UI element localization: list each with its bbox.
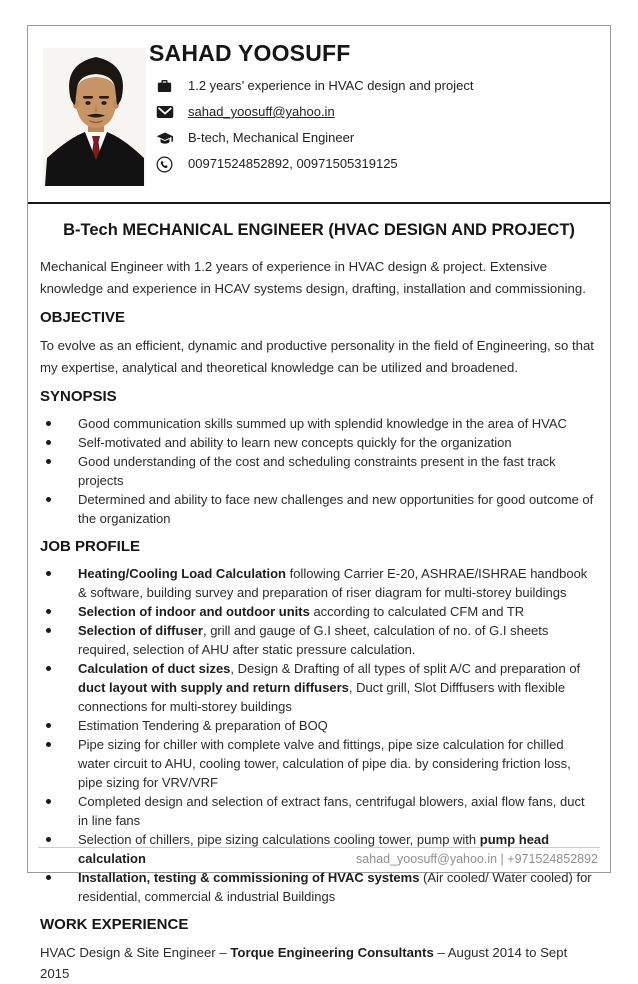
plain-text: Good understanding of the cost and scheduling constraints present in the fast track projects xyxy=(78,454,556,488)
contact-row-experience xyxy=(155,77,589,95)
footer-contact-text: sahad_yoosuff@yahoo.in | +971524852892 xyxy=(356,852,598,866)
bullet-item xyxy=(40,868,598,906)
bullet-item xyxy=(40,490,598,528)
bullet-item xyxy=(40,452,598,490)
contact-list xyxy=(155,77,589,173)
plain-text: Completed design and selection of extract fans, centrifugal blowers, axial flow fans, duct in line fans xyxy=(78,794,585,828)
phone-text: 00971524852892, 00971505319125 xyxy=(188,156,398,171)
contact-row-phone xyxy=(155,155,589,173)
objective-paragraph: To evolve as an efficient, dynamic and productive personality in the field of Engineering, so that my expertise, analytical and theoretical knowledge can be utilized and broadened. xyxy=(40,338,594,375)
section-heading-synopsis: SYNOPSIS xyxy=(40,388,117,405)
plain-text: , grill and gauge of G.I sheet, calculation of no. of G.I sheets required, selection of AHU after static pressure calculation. xyxy=(78,623,549,657)
plain-text: (Air cooled/ Water cooled) for residential, commercial & industrial Buildings xyxy=(78,870,592,904)
plain-text: HVAC Design & Site Engineer – xyxy=(40,945,231,960)
document-title: B-Tech MECHANICAL ENGINEER (HVAC DESIGN AND PROJECT) xyxy=(63,221,575,239)
bullet-item xyxy=(40,602,598,621)
plain-text: Selection of chillers, pipe sizing calculations cooling tower, pump with xyxy=(78,832,480,847)
work-experience-entry xyxy=(40,942,598,984)
bullet-item xyxy=(40,564,598,602)
plain-text: Pipe sizing for chiller with complete valve and fittings, pipe size calculation for chilled water circuit to AHU, cooling tower, calculation of pipe dia. by considering friction loss, pipe sizing for VRV/VRF xyxy=(78,737,571,790)
header-divider xyxy=(28,202,610,204)
bullet-item xyxy=(40,792,598,830)
bold-text: Torque Engineering Consultants xyxy=(230,945,434,960)
bold-text: Selection of indoor and outdoor units xyxy=(78,604,310,619)
education-text: B-tech, Mechanical Engineer xyxy=(188,130,355,145)
bullet-item xyxy=(40,621,598,659)
experience-text: 1.2 years’ experience in HVAC design and project xyxy=(188,78,474,93)
resume-page xyxy=(27,25,611,981)
contact-row-education xyxy=(155,129,589,147)
plain-text: Determined and ability to face new challenges and new opportunities for good outcome of the organization xyxy=(78,492,594,526)
plain-text: Self-motivated and ability to learn new concepts quickly for the organization xyxy=(78,435,512,450)
person-name: SAHAD YOOSUFF xyxy=(149,40,351,66)
bold-text: duct layout with supply and return diffusers xyxy=(78,680,349,695)
envelope-icon xyxy=(155,103,174,121)
plain-text: , Design & Drafting of all types of split A/C and preparation of xyxy=(230,661,581,676)
bold-text: Calculation of duct sizes xyxy=(78,661,231,676)
profile-photo xyxy=(43,48,146,186)
bold-text: Heating/Cooling Load Calculation xyxy=(78,566,286,581)
plain-text: according to calculated CFM and TR xyxy=(309,604,525,619)
synopsis-list xyxy=(40,414,598,528)
phone-icon xyxy=(155,155,174,173)
email-link[interactable]: sahad_yoosuff@yahoo.in xyxy=(188,104,335,119)
footer xyxy=(38,847,600,871)
header-text xyxy=(149,38,589,173)
bold-text: Installation, testing & commissioning of HVAC systems xyxy=(78,870,420,885)
bullet-item xyxy=(40,716,598,735)
bullet-item xyxy=(40,433,598,452)
section-heading-objective: OBJECTIVE xyxy=(40,309,126,326)
briefcase-icon xyxy=(155,77,174,95)
bullet-item xyxy=(40,735,598,792)
bullet-item xyxy=(40,659,598,716)
graduation-cap-icon xyxy=(155,129,174,147)
summary-paragraph: Mechanical Engineer with 1.2 years of experience in HVAC design & project. Extensive knowledge and experience in HCAV systems design, drafting, installation and commissioning. xyxy=(40,259,586,296)
bold-text: Selection of diffuser xyxy=(78,623,203,638)
plain-text: Estimation Tendering & preparation of BOQ xyxy=(78,718,328,733)
contact-row-email xyxy=(155,103,589,121)
plain-text: – August 2014 to Sept 2015 xyxy=(40,945,568,981)
header xyxy=(28,26,610,202)
plain-text: , Duct grill, Slot Difffusers with flexible connections for multi-storey buildings xyxy=(78,680,566,714)
section-heading-work-experience: WORK EXPERIENCE xyxy=(40,916,189,933)
plain-text: following Carrier E-20, ASHRAE/ISHRAE handbook & software, building survey and preparation of riser diagram for multi-storey buildings xyxy=(78,566,588,600)
plain-text: Good communication skills summed up with splendid knowledge in the area of HVAC xyxy=(78,416,567,431)
bullet-item xyxy=(40,414,598,433)
bold-text: pump head calculation xyxy=(78,832,550,866)
section-heading-job-profile: JOB PROFILE xyxy=(40,538,141,555)
